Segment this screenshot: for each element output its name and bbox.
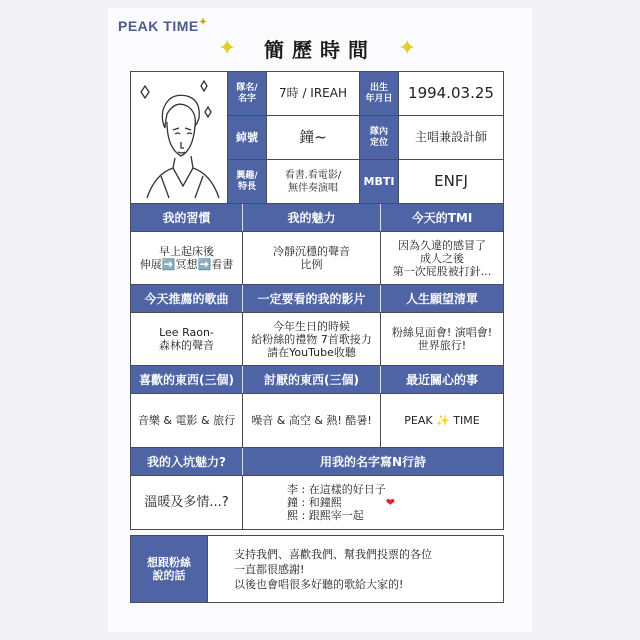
- portrait-drawing: [131, 72, 228, 203]
- page-title: 簡歷時間: [264, 38, 376, 62]
- tmi-header: 今天的TMI: [411, 211, 473, 225]
- profile-info: [228, 72, 503, 203]
- profile-row-name: [228, 72, 503, 116]
- section-body-row-4: [131, 476, 503, 529]
- wishlist-header: 人生願望清單: [405, 292, 478, 306]
- role-value: 主唱兼設計師: [414, 130, 487, 144]
- appeal-header: 我的入坑魅力?: [131, 448, 243, 475]
- interest-value: PEAK ✨ TIME: [404, 414, 480, 427]
- fan-message-text: 支持我們、喜歡我們、幫我們投票的各位 一直都很感謝! 以後也會唱很多好聽的歌給大家的!: [234, 547, 432, 591]
- video-header: 一定要看的我的影片: [243, 285, 381, 312]
- section-header-row-4: [131, 448, 503, 476]
- role-label: 隊內 定位: [360, 116, 399, 159]
- interest-header: 最近關心的事: [405, 373, 478, 387]
- profile-table: [130, 71, 504, 530]
- dislikes-value: 噪音 & 高空 & 熱! 酷暑!: [243, 394, 381, 447]
- nickname-label: 綽號: [228, 116, 267, 159]
- fan-message-label: 想跟粉絲 說的話: [131, 536, 208, 602]
- name-value: 7時 / IREAH: [267, 72, 360, 115]
- hobby-value: 看書.看電影/ 無伴奏演唱: [267, 160, 360, 203]
- mbti-label: MBTI: [360, 160, 399, 203]
- charm-header: 我的魅力: [243, 204, 381, 231]
- name-label: 隊名/ 名字: [228, 72, 267, 115]
- song-value: Lee Raon- 森林的聲音: [131, 313, 243, 365]
- section-header-row-2: [131, 285, 503, 313]
- section-header-row-1: [131, 204, 503, 232]
- dislikes-header: 討厭的東西(三個): [243, 366, 381, 393]
- logo-text: PEAK TIME: [118, 18, 199, 34]
- birth-value: 1994.03.25: [408, 84, 494, 102]
- profile-row-hobby: [228, 160, 503, 203]
- heart-icon: ❤: [385, 496, 395, 509]
- nickname-value: 鐘~: [267, 116, 360, 159]
- habit-value: 早上起床後 伸展➡️冥想➡️看書: [131, 232, 243, 284]
- profile-block: [131, 72, 503, 204]
- sparkle-icon-left: ✦: [218, 36, 237, 61]
- likes-header: 喜歡的東西(三個): [131, 366, 243, 393]
- sparkle-icon-right: ✦: [398, 36, 417, 61]
- likes-value: 音樂 & 電影 & 旅行: [131, 394, 243, 447]
- acrostic-value: [243, 476, 503, 529]
- section-header-row-3: [131, 366, 503, 394]
- tmi-value: 因為久違的感冒了 成人之後 第一次屁股被打針...: [392, 238, 492, 278]
- video-value: 今年生日的時候 給粉絲的禮物 7首歌接力 請在YouTube收聽: [243, 313, 381, 365]
- fan-message-block: [130, 535, 504, 603]
- peak-time-logo: [118, 18, 208, 34]
- section-body-row-1: [131, 232, 503, 285]
- logo-star-icon: ✦: [198, 17, 208, 28]
- birth-label: 出生 年月日: [360, 72, 399, 115]
- section-body-row-2: [131, 313, 503, 366]
- portrait-sketch-icon: [131, 72, 227, 203]
- wishlist-value: 粉絲見面會! 演唱會! 世界旅行!: [391, 326, 493, 352]
- hobby-label: 興趣/ 特長: [228, 160, 267, 203]
- acrostic-header: 用我的名字寫N行詩: [319, 455, 427, 469]
- song-header: 今天推薦的歌曲: [131, 285, 243, 312]
- habit-header: 我的習慣: [131, 204, 243, 231]
- acrostic-text: 李 : 在這樣的好日子 鐘 : 和鐘熙 熙 : 跟熙宰一起: [287, 483, 386, 522]
- profile-row-nickname: [228, 116, 503, 160]
- appeal-value: 溫暖及多情...?: [131, 476, 243, 529]
- section-body-row-3: [131, 394, 503, 448]
- charm-value: 冷靜沉穩的聲音 比例: [243, 232, 381, 284]
- mbti-value: ENFJ: [434, 172, 468, 190]
